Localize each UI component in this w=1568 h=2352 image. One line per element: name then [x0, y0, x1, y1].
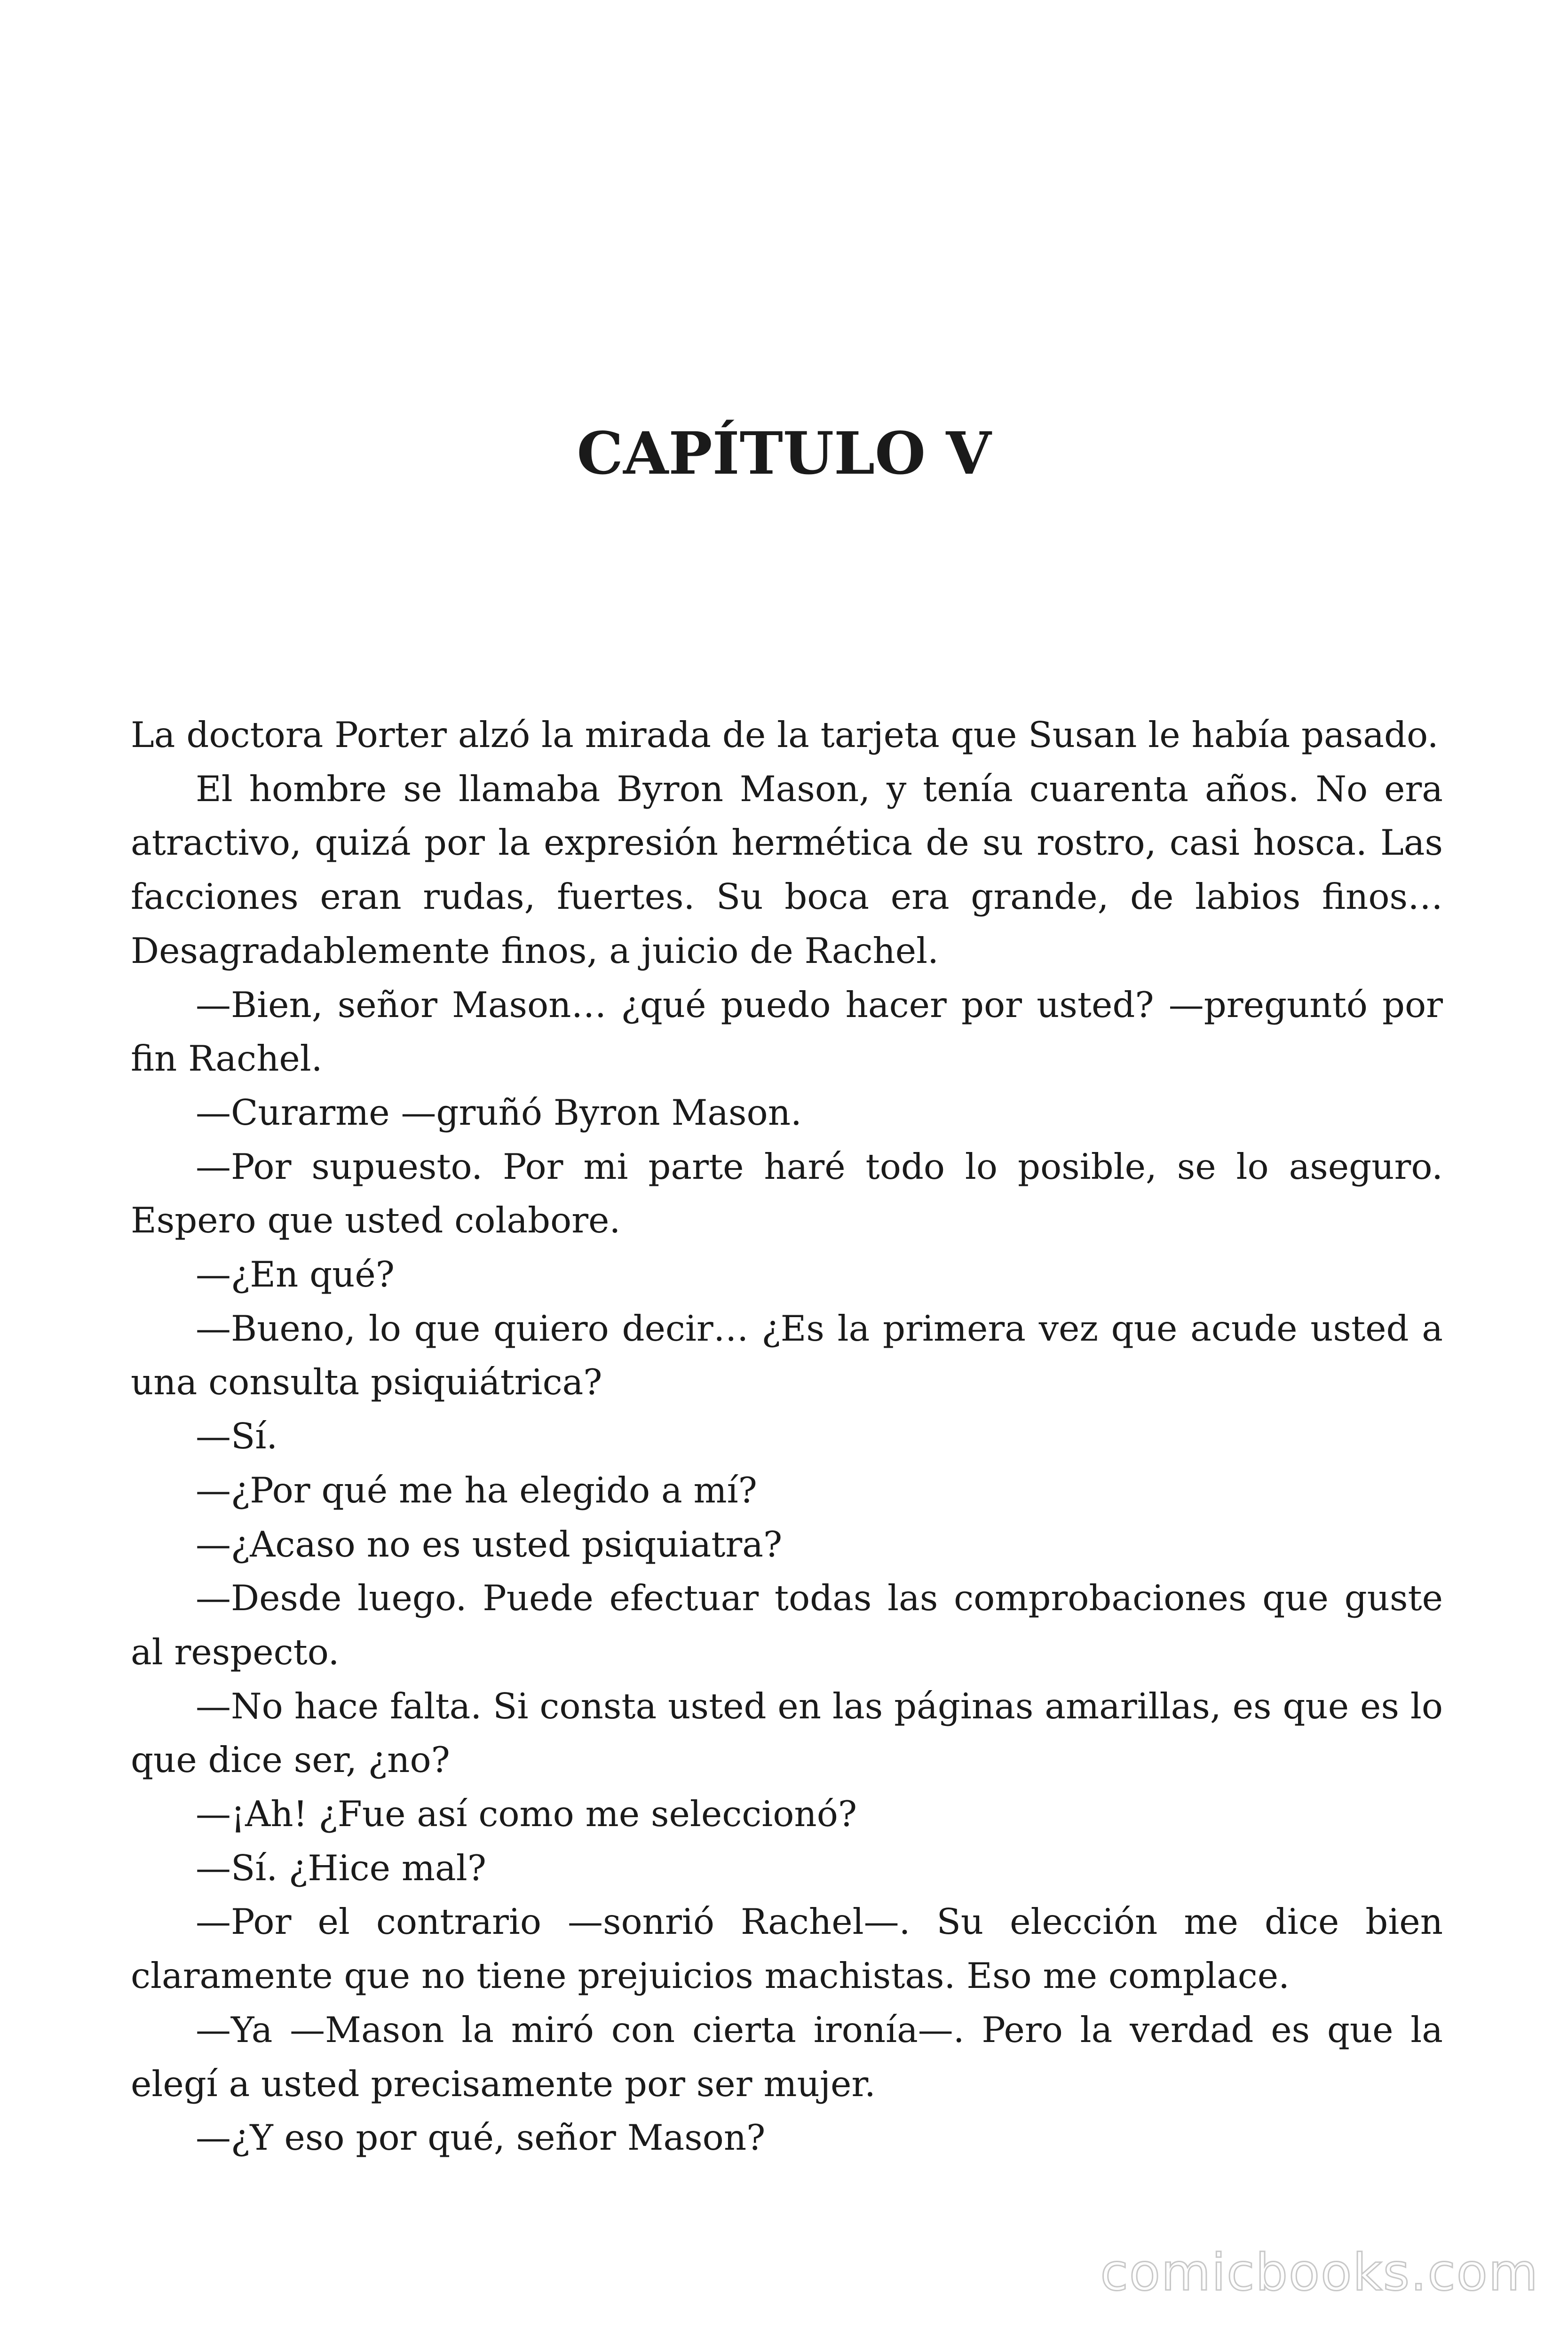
dialogue-line: —Sí.	[196, 1415, 278, 1457]
chapter-body	[131, 708, 1443, 2165]
dialogue-line: —¿Y eso por qué, señor Mason?	[196, 2117, 766, 2159]
dialogue-line: —Desde luego. Puede efectuar todas las comprobaciones que guste al respecto.	[131, 1577, 1443, 1673]
dialogue-line: —Bien, señor Mason… ¿qué puedo hacer por usted? —preguntó por fin Rachel.	[131, 984, 1443, 1080]
dialogue-line: —Bueno, lo que quiero decir… ¿Es la primera vez que acude usted a una consulta psiquiátrica?	[131, 1307, 1443, 1403]
watermark: comicbooks.com	[1100, 2243, 1539, 2302]
dialogue-line: —Por el contrario —sonrió Rachel—. Su elección me dice bien claramente que no tiene prejuicios machistas. Eso me complace.	[131, 1901, 1443, 1997]
dialogue-line: —Sí. ¿Hice mal?	[196, 1847, 486, 1889]
dialogue-line: —Curarme —gruñó Byron Mason.	[196, 1091, 802, 1133]
dialogue-line: —¿En qué?	[196, 1254, 395, 1295]
dialogue-line: —Por supuesto. Por mi parte haré todo lo posible, se lo aseguro. Espero que usted colabore.	[131, 1145, 1443, 1241]
chapter-title: CAPÍTULO V	[577, 420, 991, 488]
paragraph: La doctora Porter alzó la mirada de la tarjeta que Susan le había pasado.	[131, 714, 1439, 755]
dialogue-line: —¡Ah! ¿Fue así como me seleccionó?	[196, 1793, 857, 1835]
dialogue-line: —No hace falta. Si consta usted en las páginas amarillas, es que es lo que dice ser, ¿no?	[131, 1685, 1443, 1781]
paragraph: El hombre se llamaba Byron Mason, y tenía cuarenta años. No era atractivo, quizá por la expresión hermética de su rostro, casi hosca. Las facciones eran rudas, fuertes. Su boca era grande, de labios finos… Desagradablemente finos, a juicio de Rachel.	[131, 768, 1443, 971]
dialogue-line: —¿Acaso no es usted psiquiatra?	[196, 1523, 783, 1565]
dialogue-line: —¿Por qué me ha elegido a mí?	[196, 1469, 757, 1511]
dialogue-line: —Ya —Mason la miró con cierta ironía—. Pero la verdad es que la elegí a usted precisamente por ser mujer.	[131, 2009, 1443, 2105]
